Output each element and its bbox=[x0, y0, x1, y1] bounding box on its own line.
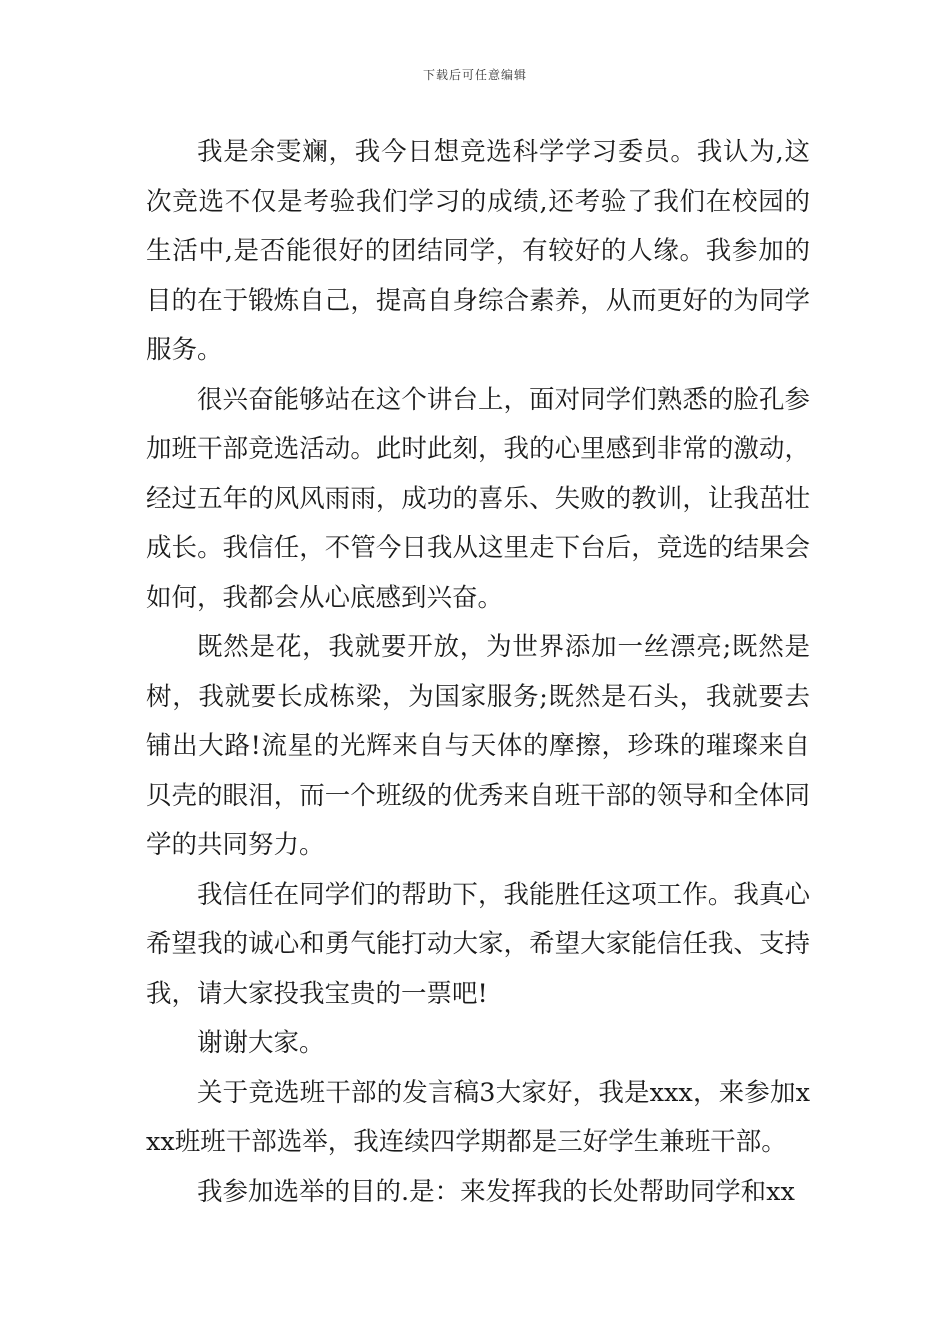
header-note: 下载后可任意编辑 bbox=[422, 68, 527, 82]
paragraph-2: 很兴奋能够站在这个讲台上，面对同学们熟悉的脸孔参加班干部竞选活动。此时此刻，我的心里感到非常的激动，经过五年的风风雨雨，成功的喜乐、失败的教训，让我茁壮成长。我信任，不管今日我从这里走下台后，竞选的结果会如何，我都会从心底感到兴奋。 bbox=[146, 384, 810, 613]
paragraph-3: 既然是花，我就要开放，为世界添加一丝漂亮;既然是树，我就要长成栋梁，为国家服务;既然是石头，我就要去铺出大路!流星的光辉来自与天体的摩擦，珍珠的璀璨来自贝壳的眼泪，而一个班级的优秀来自班干部的领导和全体同学的共同努力。 bbox=[146, 632, 810, 860]
paragraph-4: 我信任在同学们的帮助下，我能胜任这项工作。我真心希望我的诚心和勇气能打动大家，希望大家能信任我、支持我，请大家投我宝贵的一票吧! bbox=[146, 879, 810, 1009]
paragraph-6: 关于竞选班干部的发言稿3大家好，我是xxx，来参加xxx班班干部选举，我连续四学期都是三好学生兼班干部。 bbox=[146, 1077, 810, 1157]
paragraph-7: 我参加选举的目的.是：来发挥我的长处帮助同学和xx bbox=[197, 1176, 795, 1207]
paragraph-1: 我是余雯斓，我今日想竞选科学学习委员。我认为,这次竞选不仅是考验我们学习的成绩,还考验了我们在校园的生活中,是否能很好的团结同学，有较好的人缘。我参加的目的在于锻炼自己，提高自身综合素养，从而更好的为同学服务。 bbox=[146, 137, 810, 365]
document-body bbox=[146, 128, 810, 1217]
paragraph-5: 谢谢大家。 bbox=[197, 1028, 325, 1058]
